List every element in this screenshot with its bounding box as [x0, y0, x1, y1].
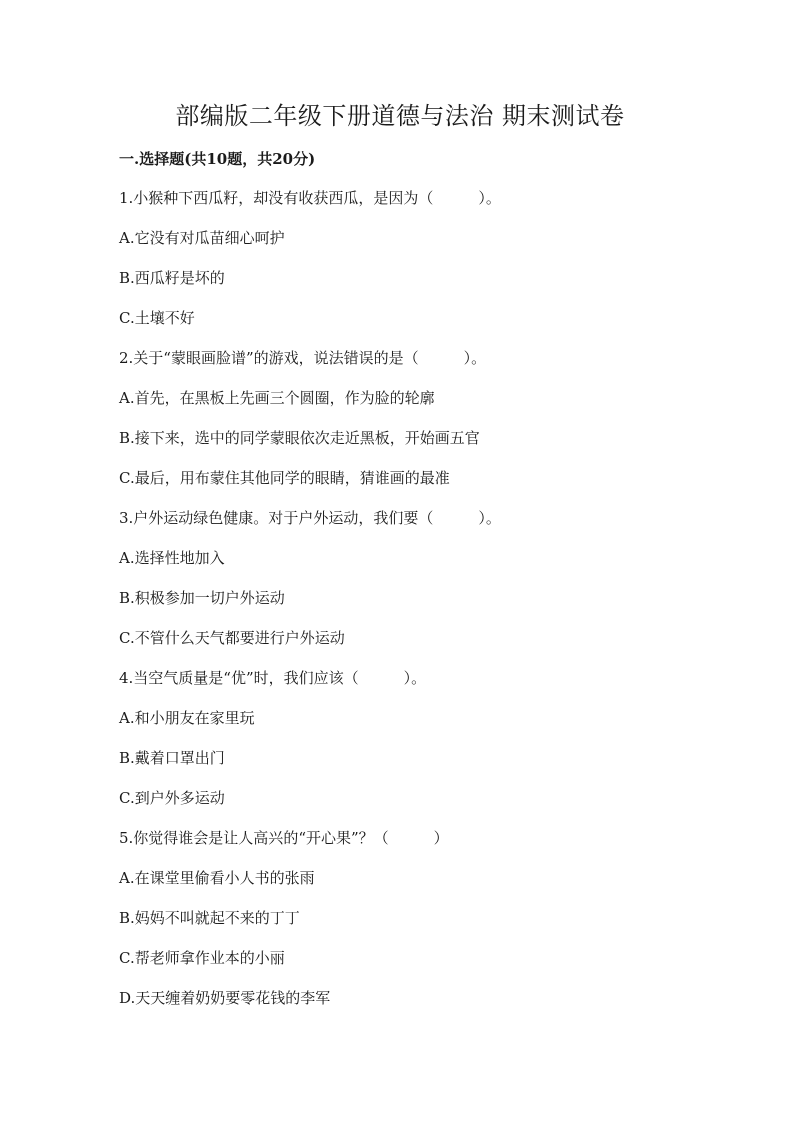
question-2-option-c: C.最后，用布蒙住其他同学的眼睛，猜谁画的最准	[119, 469, 450, 487]
question-3-text: 3.户外运动绿色健康。对于户外运动，我们要（ ）。	[119, 509, 501, 527]
question-2-option-a: A.首先，在黑板上先画三个圆圈，作为脸的轮廓	[119, 389, 435, 407]
question-4-option-c: C.到户外多运动	[119, 789, 225, 807]
section-heading: 一.选择题(共10题，共20分)	[119, 150, 316, 168]
question-4-text: 4.当空气质量是“优”时，我们应该（ ）。	[119, 669, 427, 687]
question-5-option-b: B.妈妈不叫就起不来的丁丁	[119, 909, 300, 927]
question-1-option-a: A.它没有对瓜苗细心呵护	[119, 229, 285, 247]
question-5-text: 5.你觉得谁会是让人高兴的“开心果”？（ ）	[119, 829, 449, 847]
question-4-option-a: A.和小朋友在家里玩	[119, 709, 255, 727]
question-3-option-c: C.不管什么天气都要进行户外运动	[119, 629, 345, 647]
question-2-text: 2.关于“蒙眼画脸谱”的游戏，说法错误的是（ ）。	[119, 349, 487, 367]
question-5-option-d: D.天天缠着奶奶要零花钱的李军	[119, 989, 331, 1007]
question-5-option-a: A.在课堂里偷看小人书的张雨	[119, 869, 315, 887]
question-5-option-c: C.帮老师拿作业本的小丽	[119, 949, 285, 967]
page-title: 部编版二年级下册道德与法治 期末测试卷	[175, 102, 625, 130]
question-3-option-b: B.积极参加一切户外运动	[119, 589, 285, 607]
question-2-option-b: B.接下来，选中的同学蒙眼依次走近黑板，开始画五官	[119, 429, 480, 447]
question-1-text: 1.小猴种下西瓜籽，却没有收获西瓜，是因为（ ）。	[119, 189, 501, 207]
question-list	[119, 184, 739, 1024]
question-1-option-c: C.土壤不好	[119, 309, 195, 327]
question-1-option-b: B.西瓜籽是坏的	[119, 269, 225, 287]
question-4-option-b: B.戴着口罩出门	[119, 749, 225, 767]
question-3-option-a: A.选择性地加入	[119, 549, 225, 567]
